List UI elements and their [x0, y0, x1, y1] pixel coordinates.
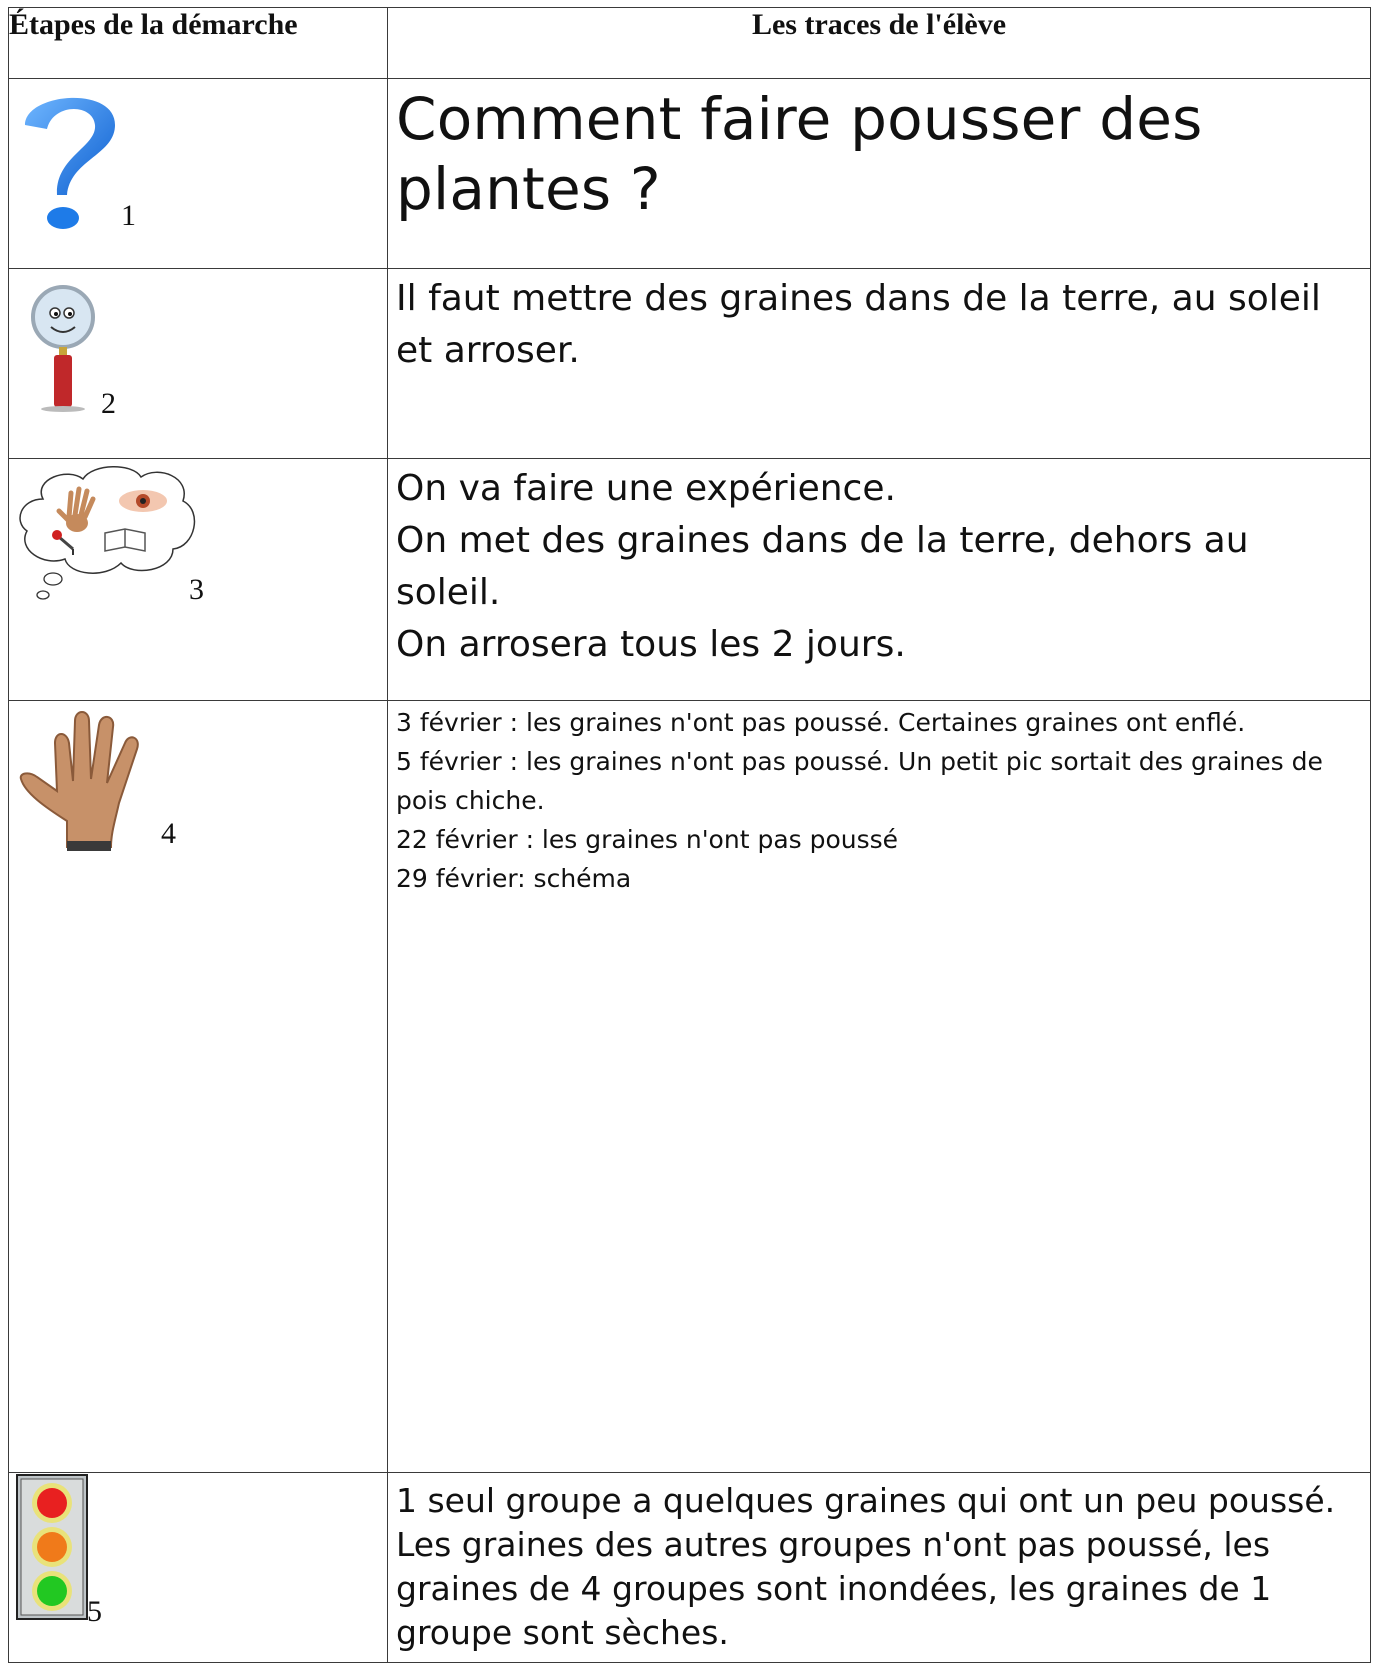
step-row-4	[9, 701, 1371, 1473]
header-traces: Les traces de l'élève	[388, 8, 1371, 79]
table-header-row	[9, 8, 1371, 79]
eye-small-icon	[119, 490, 167, 512]
step-number-5: 5	[87, 1595, 102, 1628]
question-mark-icon	[15, 85, 125, 235]
steps-table	[8, 7, 1371, 1663]
step-cell-4	[9, 701, 388, 1473]
trace-line: Il faut mettre des graines dans de la terre, au soleil et arroser.	[396, 278, 1321, 371]
step-cell-2	[9, 269, 388, 459]
traffic-light-icon	[15, 1473, 95, 1623]
step-cell-3	[9, 459, 388, 701]
step-cell-1	[9, 79, 388, 269]
step-number-4: 4	[161, 817, 176, 850]
step-number-3: 3	[189, 573, 204, 606]
trace-line: On met des graines dans de la terre, dehors au soleil.	[396, 520, 1249, 613]
step-row-3	[9, 459, 1371, 701]
trace-line: 1 seul groupe a quelques graines qui ont un peu poussé.	[396, 1481, 1336, 1520]
thought-cloud-icon	[13, 459, 203, 609]
book-small-icon	[105, 529, 145, 551]
step-row-1	[9, 79, 1371, 269]
magnifying-glass-icon	[25, 281, 105, 421]
trace-cell-5	[388, 1473, 1371, 1663]
trace-cell-1	[388, 79, 1371, 269]
step-cell-5	[9, 1473, 388, 1663]
trace-line: 3 février : les graines n'ont pas poussé. Certaines graines ont enflé.	[396, 708, 1246, 737]
step-number-1: 1	[121, 199, 136, 232]
step-row-5	[9, 1473, 1371, 1663]
trace-cell-2	[388, 269, 1371, 459]
trace-line: 5 février : les graines n'ont pas poussé. Un petit pic sortait des graines de pois chiche.	[396, 747, 1323, 815]
trace-line: On arrosera tous les 2 jours.	[396, 624, 906, 665]
step-row-2	[9, 269, 1371, 459]
trace-line: Comment faire pousser des plantes ?	[396, 85, 1203, 223]
trace-line: 29 février: schéma	[396, 864, 632, 893]
trace-cell-3	[388, 459, 1371, 701]
step-number-2: 2	[101, 387, 116, 420]
trace-line: Les graines des autres groupes n'ont pas poussé, les graines de 4 groupes sont inondées, les graines de 1 groupe sont sèches.	[396, 1525, 1272, 1652]
trace-cell-4	[388, 701, 1371, 1473]
trace-line: 22 février : les graines n'ont pas poussé	[396, 825, 899, 854]
hand-icon	[15, 703, 165, 853]
header-steps: Étapes de la démarche	[9, 8, 388, 79]
trace-line: On va faire une expérience.	[396, 468, 896, 509]
